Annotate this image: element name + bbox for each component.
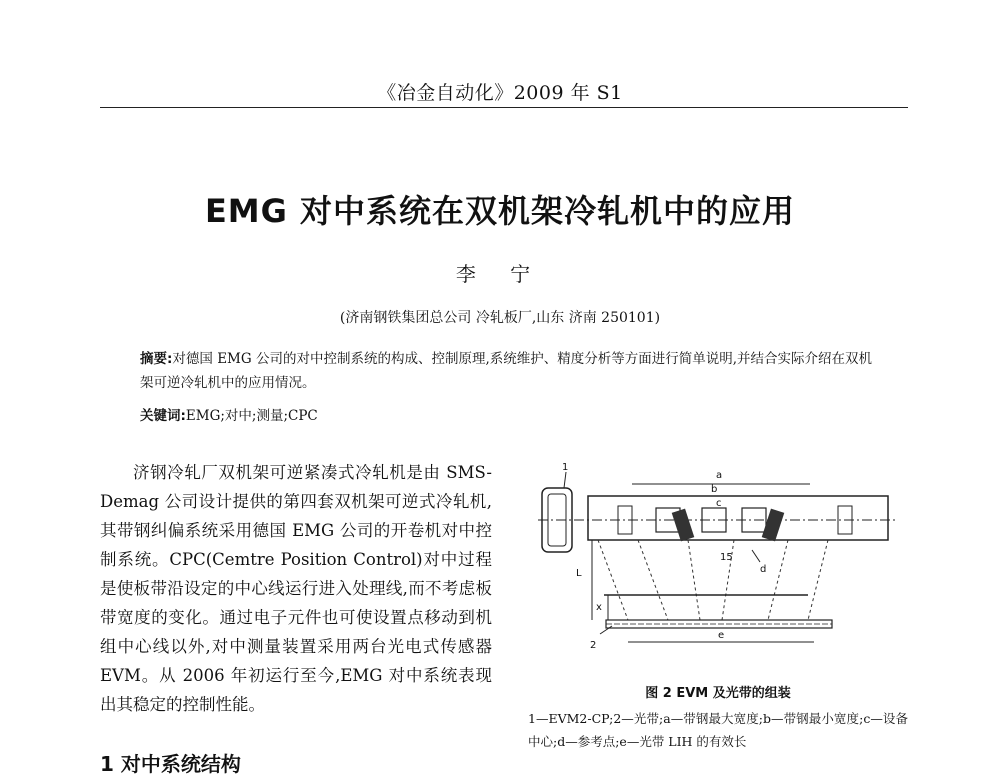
light-ray-right-outer [808, 540, 828, 620]
label-x: x [596, 602, 602, 613]
label-2: 2 [590, 640, 597, 651]
figure-legend: 1—EVM2-CP;2—光带;a—带钢最大宽度;b—带钢最小宽度;c—设备中心;d—参考点;e—光带 LIH 的有效长 [528, 711, 908, 749]
label-1: 1 [562, 462, 569, 473]
section-heading: 1 对中系统结构 [100, 752, 241, 776]
label-d: d [760, 564, 767, 575]
abstract-label: 摘要: [140, 351, 173, 367]
evm-assembly-figure [528, 458, 908, 678]
tilted-guide-left [672, 509, 695, 542]
label-dim-15: 15 [720, 552, 733, 563]
label-d-leader [752, 550, 760, 562]
body-paragraph: 济钢冷轧厂双机架可逆紧凑式冷轧机是由 SMS-Demag 公司设计提供的第四套双机架可逆式冷轧机,其带钢纠偏系统采用德国 EMG 公司的开卷机对中控制系统。CPC(Cemtre Position Control)对中过程是使板带沿设定的中心线运行进入处理线,而不考虑板带宽度的变化。通过电子元件也可使设置点移动到机组中心线以外,对中测量装置采用两台光电式传感器 EVM。从 2006 年初运行至今,EMG 对中系统表现出其稳定的控制性能。 [100, 463, 492, 714]
light-ray-left-outer [598, 540, 628, 620]
paper-title: EMG 对中系统在双机架冷轧机中的应用 [204, 192, 796, 230]
keywords-text: EMG;对中;测量;CPC [185, 408, 318, 424]
keywords [140, 404, 880, 424]
tilted-guide-right [762, 509, 785, 542]
figure-caption: 图 2 EVM 及光带的组装 [645, 686, 791, 701]
label-L: L [576, 568, 582, 579]
header-rule [100, 107, 908, 108]
keywords-label: 关键词: [140, 408, 186, 424]
light-ray-left-inner [638, 540, 668, 620]
abstract [140, 347, 880, 395]
label-e: e [718, 630, 725, 641]
label-b: b [711, 484, 718, 495]
label-a: a [716, 470, 723, 481]
journal-header: 《冶金自动化》2009 年 S1 [377, 82, 623, 104]
abstract-text: 对德国 EMG 公司的对中控制系统的构成、控制原理,系统维护、精度分析等方面进行简单说明,并结合实际介绍在双机架可逆冷轧机中的应用情况。 [140, 351, 873, 391]
affiliation: (济南钢铁集团总公司 冷轧板厂,山东 济南 250101) [339, 310, 661, 326]
main-beam [588, 496, 888, 540]
label-c: c [716, 498, 722, 509]
author: 李 宁 [455, 262, 545, 286]
light-ray-right-inner [768, 540, 788, 620]
light-ray-center-left [688, 540, 700, 620]
label-1-leader [564, 472, 566, 488]
